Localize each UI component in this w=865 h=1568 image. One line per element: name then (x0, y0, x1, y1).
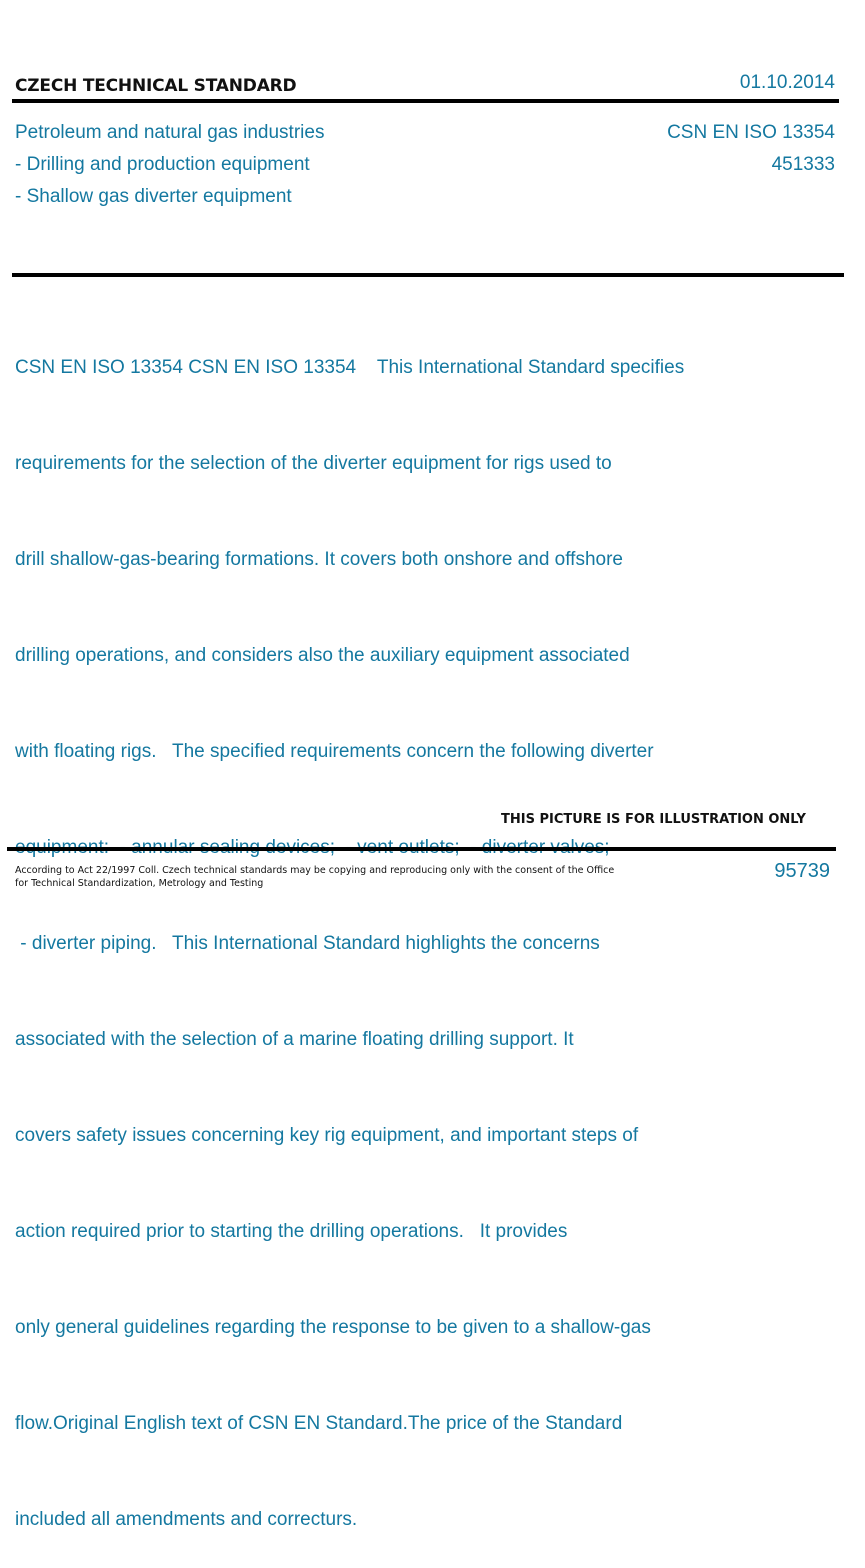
abstract-line: with floating rigs. The specified requirements concern the following diverter (15, 741, 654, 762)
copyright-line: According to Act 22/1997 Coll. Czech technical standards may be copying and reproducing only with the consent of the Office (15, 865, 615, 876)
abstract-line: action required prior to starting the drilling operations. It provides (15, 1221, 568, 1242)
publication-date: 01.10.2014 (739, 72, 835, 93)
standard-code: CSN EN ISO 13354 (667, 122, 835, 143)
illustration-disclaimer: THIS PICTURE IS FOR ILLUSTRATION ONLY (501, 812, 806, 827)
copyright-notice (15, 864, 615, 890)
subject-line: - Shallow gas diverter equipment (15, 186, 292, 207)
abstract-line: associated with the selection of a marine floating drilling support. It (15, 1029, 574, 1050)
section-divider (12, 273, 844, 277)
document-type-title: CZECH TECHNICAL STANDARD (15, 76, 297, 96)
abstract-line: drill shallow-gas-bearing formations. It covers both onshore and offshore (15, 549, 623, 570)
abstract-line: flow.Original English text of CSN EN Standard.The price of the Standard (15, 1413, 623, 1434)
abstract-line: requirements for the selection of the diverter equipment for rigs used to (15, 453, 612, 474)
footer-divider (7, 847, 836, 851)
subject-line: - Drilling and production equipment (15, 154, 310, 175)
abstract-line: covers safety issues concerning key rig equipment, and important steps of (15, 1125, 639, 1146)
abstract-text (15, 288, 795, 1568)
header-divider (12, 99, 839, 103)
abstract-line: CSN EN ISO 13354 CSN EN ISO 13354 This International Standard specifies (15, 357, 685, 378)
subject-line: Petroleum and natural gas industries (15, 122, 325, 143)
abstract-line: drilling operations, and considers also the auxiliary equipment associated (15, 645, 630, 666)
copyright-line: for Technical Standardization, Metrology and Testing (15, 878, 264, 889)
abstract-line: included all amendments and correcturs. (15, 1509, 358, 1530)
class-number: 451333 (771, 154, 835, 175)
abstract-line: only general guidelines regarding the response to be given to a shallow-gas (15, 1317, 651, 1338)
catalog-number: 95739 (774, 860, 830, 882)
standard-subject (15, 117, 324, 213)
abstract-line: - diverter piping. This International Standard highlights the concerns (15, 933, 600, 954)
standard-identifiers (667, 117, 835, 181)
